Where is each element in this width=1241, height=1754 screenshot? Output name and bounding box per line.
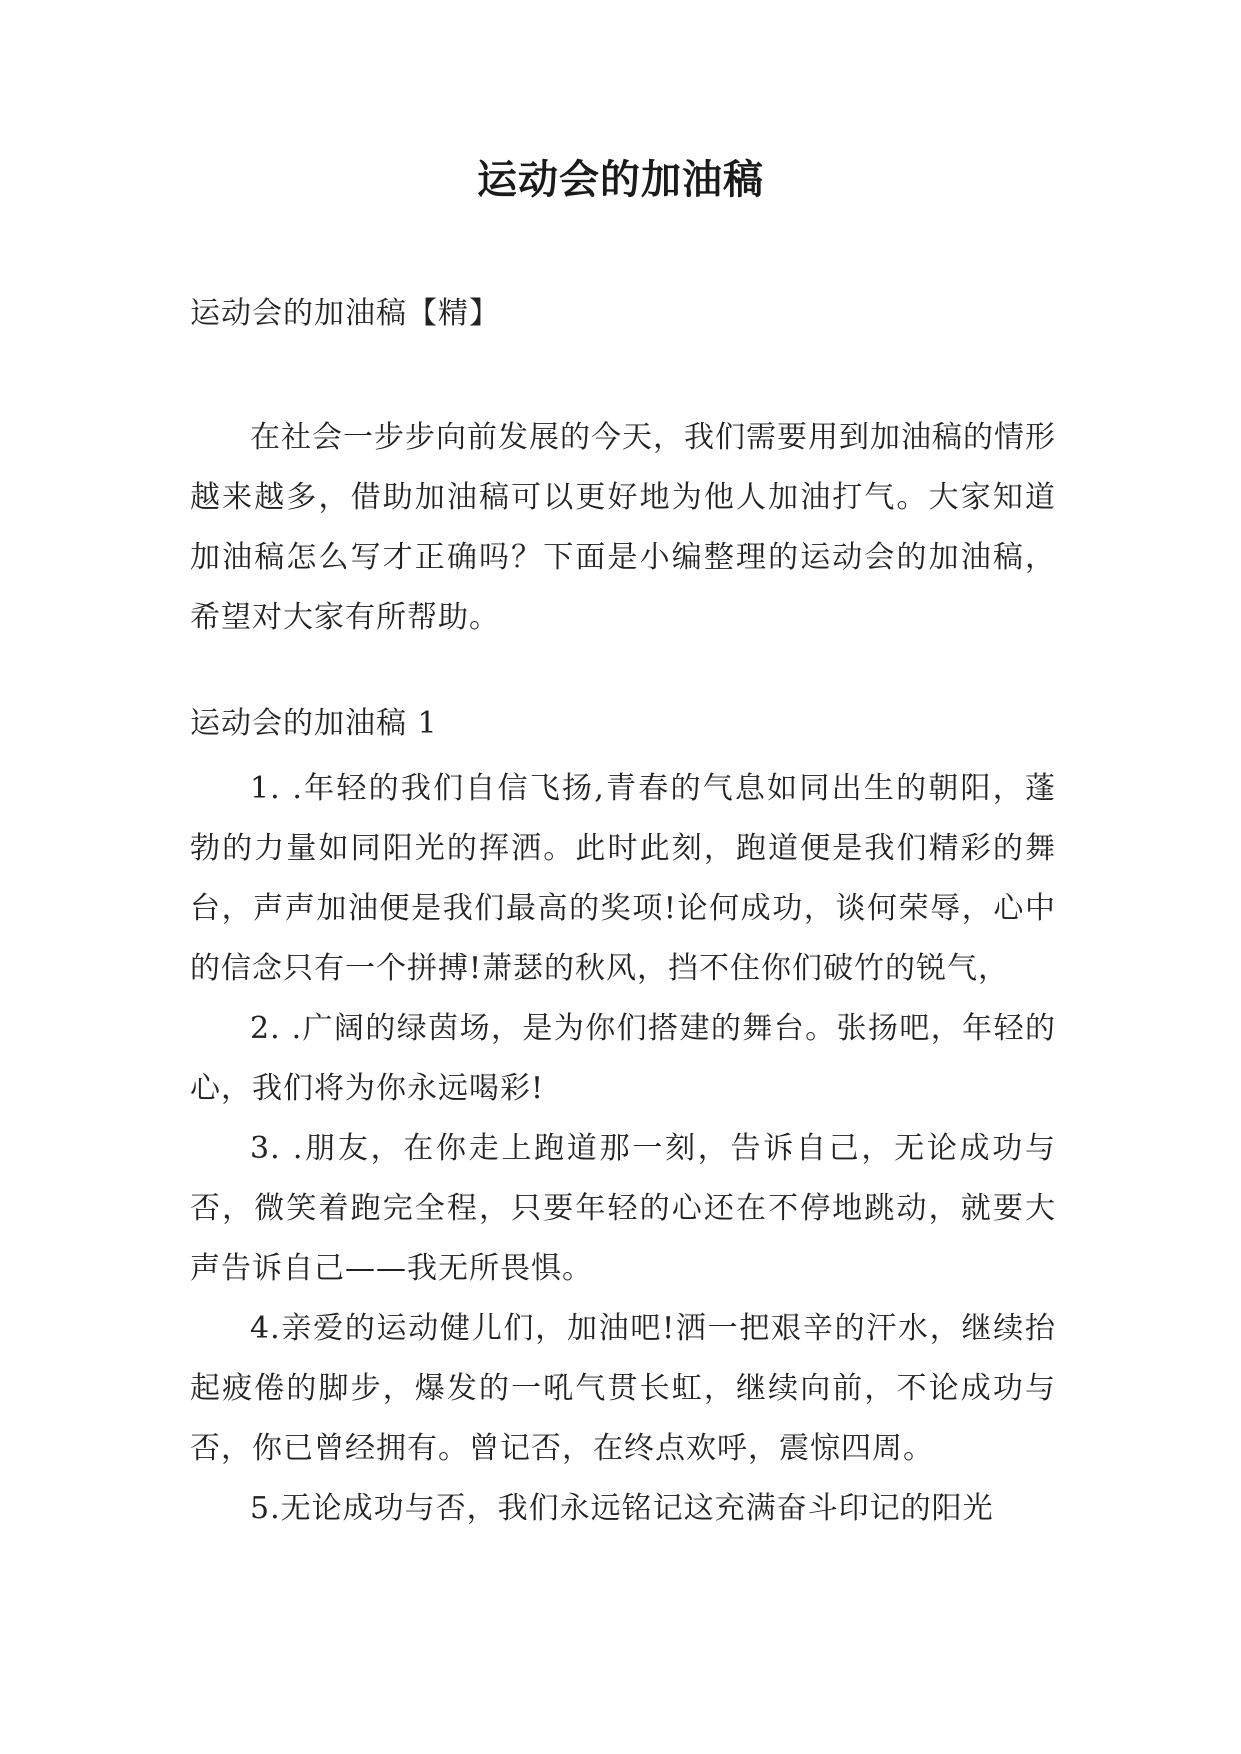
- list-item: 4.亲爱的运动健儿们，加油吧!洒一把艰辛的汗水，继续抬起疲倦的脚步，爆发的一吼气贯长虹，继续向前，不论成功与否，你已曾经拥有。曾记否，在终点欢呼，震惊四周。: [190, 1311, 1056, 1466]
- list-item: 5.无论成功与否，我们永远铭记这充满奋斗印记的阳光: [250, 1491, 994, 1526]
- intro-paragraph: 在社会一步步向前发展的今天，我们需要用到加油稿的情形越来越多，借助加油稿可以更好地为他人加油打气。大家知道加油稿怎么写才正确吗？下面是小编整理的运动会的加油稿，希望对大家有所帮助。: [190, 420, 1056, 635]
- document-title: 运动会的加油稿: [477, 157, 764, 203]
- document-subtitle: 运动会的加油稿【精】: [190, 296, 500, 331]
- section-title: 运动会的加油稿 1: [190, 706, 438, 741]
- list-item: 3. .朋友，在你走上跑道那一刻，告诉自己，无论成功与否，微笑着跑完全程，只要年轻的心还在不停地跳动，就要大声告诉自己——我无所畏惧。: [190, 1131, 1056, 1286]
- cheer-list: [190, 759, 1056, 1539]
- list-item: 2. .广阔的绿茵场，是为你们搭建的舞台。张扬吧，年轻的心，我们将为你永远喝彩!: [190, 1011, 1056, 1106]
- list-item: 1. .年轻的我们自信飞扬,青春的气息如同出生的朝阳，蓬勃的力量如同阳光的挥洒。此时此刻，跑道便是我们精彩的舞台，声声加油便是我们最高的奖项!论何成功，谈何荣辱，心中的信念只有一个拼搏!萧瑟的秋风，挡不住你们破竹的锐气，: [190, 771, 1056, 986]
